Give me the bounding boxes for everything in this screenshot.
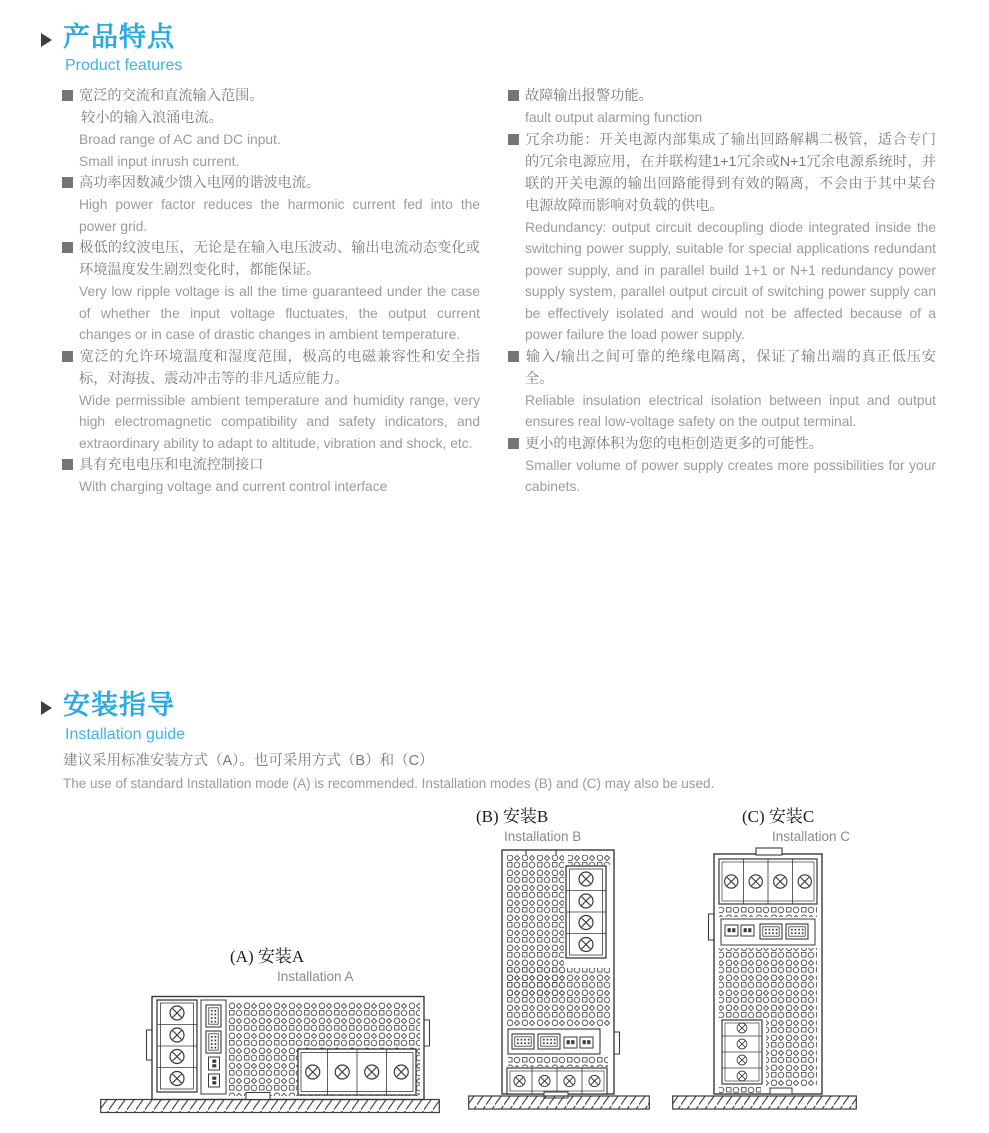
feature-item: [508, 346, 936, 433]
bullet-square-icon: [62, 459, 73, 470]
feature-en: Smaller volume of power supply creates more possibilities for your cabinets.: [525, 457, 936, 494]
installation-a-drawing: [100, 994, 440, 1116]
feature-item: [62, 237, 480, 346]
features-columns: [62, 85, 936, 498]
feature-zh: 更小的电源体积为您的电柜创造更多的可能性。: [525, 435, 823, 452]
feature-zh: 高功率因数减少馈入电网的谐波电流。: [79, 175, 321, 191]
installation-title-zh: 安装指导: [63, 690, 175, 720]
feature-zh: 冗余功能：开关电源内部集成了输出回路解耦二极管，适合专门的冗余电源应用，在并联构建1+1冗余或N+1冗余电源系统时，并联的开关电源的输出回路能得到有效的隔离，不会由于其中某台电源故障而影响对负载的供电。: [525, 131, 936, 214]
feature-en: Broad range of AC and DC input.: [79, 132, 281, 147]
ground-hatch: [101, 1100, 440, 1113]
ground-hatch: [469, 1096, 650, 1109]
feature-zh: 具有充电电压和电流控制接口: [79, 457, 264, 473]
bullet-square-icon: [508, 351, 519, 362]
feature-item: [62, 172, 480, 237]
section-arrow-icon: [41, 33, 52, 47]
bullet-square-icon: [508, 438, 519, 449]
feature-item: [508, 129, 936, 346]
feature-en: High power factor reduces the harmonic current fed into the power grid.: [79, 197, 480, 234]
bullet-square-icon: [62, 90, 73, 101]
section-arrow-icon: [41, 701, 52, 715]
feature-zh: 宽泛的允许环境温度和湿度范围，极高的电磁兼容性和安全指标，对海拔、震动冲击等的非凡适应能力。: [79, 348, 480, 387]
feature-zh: 极低的纹波电压，无论是在输入电压波动、输出电流动态变化或环境温度发生剧烈变化时，都能保证。: [79, 240, 480, 278]
bullet-square-icon: [508, 134, 519, 145]
feature-zh: 输入/输出之间可靠的绝缘电隔离，保证了输出端的真正低压安全。: [525, 348, 936, 387]
feature-item: [62, 454, 480, 498]
feature-zh: 故障输出报警功能。: [525, 88, 653, 104]
installation-note-en: The use of standard Installation mode (A) is recommended. Installation modes (B) and (C) may also be used.: [63, 776, 715, 791]
bullet-square-icon: [62, 351, 73, 362]
installation-c-label: (C) 安装C: [742, 807, 815, 826]
feature-item: [62, 85, 480, 172]
features-right-column: [508, 85, 936, 498]
bullet-square-icon: [62, 177, 73, 188]
feature-en: Wide permissible ambient temperature and humidity range, very high electromagnetic compatibility and safety indicators, and extraordinary ability to adapt to altitude, vibration and shock, etc.: [79, 392, 480, 451]
installation-b-drawing: [468, 846, 650, 1112]
feature-zh: 宽泛的交流和直流输入范围。: [79, 88, 264, 104]
bullet-square-icon: [508, 90, 519, 101]
installation-c-drawing: [672, 846, 857, 1112]
feature-en: With charging voltage and current control interface: [79, 479, 388, 494]
feature-en: Reliable insulation electrical isolation between input and output ensures real low-voltage safety on the output terminal.: [525, 392, 936, 429]
features-title-en: Product features: [65, 57, 183, 74]
feature-zh: 较小的输入浪涌电流。: [81, 110, 223, 126]
feature-en: Very low ripple voltage is all the time guaranteed under the case of whether the input voltage fluctuates, the output current changes or in case of drastic changes in ambient temperature.: [79, 284, 480, 342]
installation-note-zh: 建议采用标准安装方式（A）。也可采用方式（B）和（C）: [63, 753, 434, 769]
installation-c-sublabel: Installation C: [772, 829, 851, 844]
installation-a-sublabel: Installation A: [277, 969, 354, 984]
installation-title-en: Installation guide: [65, 726, 186, 743]
feature-en: fault output alarming function: [525, 110, 703, 125]
features-title-zh: 产品特点: [63, 22, 175, 52]
feature-en: Redundancy: output circuit decoupling diode integrated inside the switching power supply, suitable for special applications redundant power supply, and in parallel build 1+1 or N+1 redundancy power supply system, parallel output circuit of switching power supply can be effectively isolated and would not be affected because of a power failure the load power supply.: [525, 219, 936, 342]
installation-b-sublabel: Installation B: [504, 829, 582, 844]
feature-en: Small input inrush current.: [79, 153, 240, 169]
installation-b-label: (B) 安装B: [476, 807, 549, 826]
feature-item: [508, 85, 936, 129]
features-left-column: [62, 85, 480, 498]
installation-a-label: (A) 安装A: [230, 947, 305, 966]
feature-item: [508, 433, 936, 498]
feature-item: [62, 346, 480, 455]
ground-hatch: [673, 1096, 857, 1109]
bullet-square-icon: [62, 242, 73, 253]
